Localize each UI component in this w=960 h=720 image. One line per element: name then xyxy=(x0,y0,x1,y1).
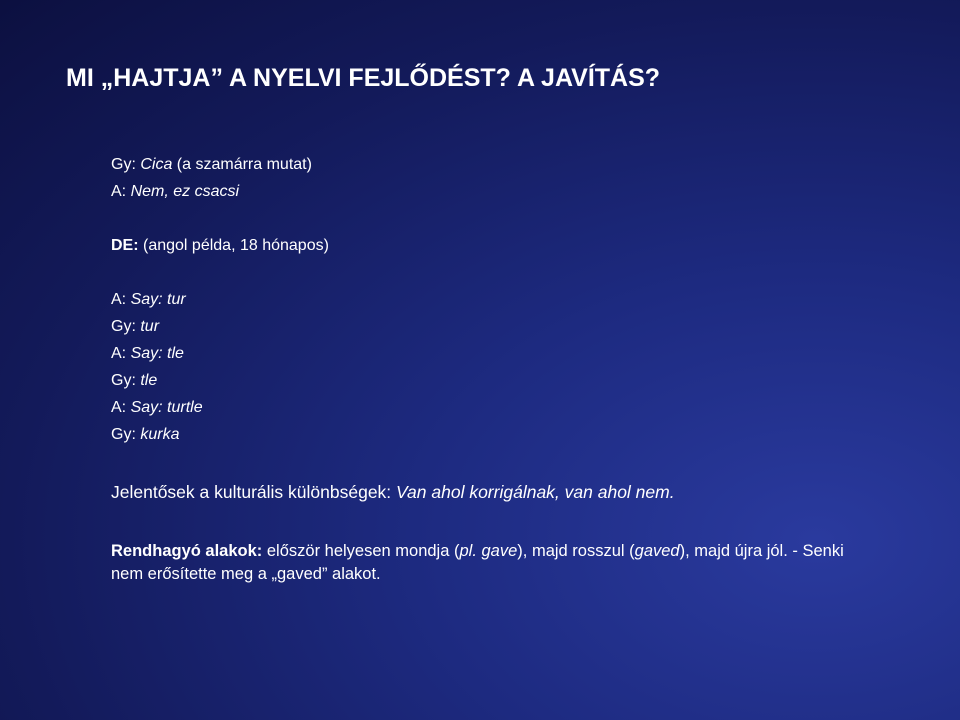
utterance: Say: turtle xyxy=(130,399,203,416)
dialogue-line xyxy=(111,367,203,394)
de-text: (angol példa, 18 hónapos) xyxy=(138,237,329,254)
dialogue-line xyxy=(111,286,203,313)
para2-text-1: először helyesen mondja ( xyxy=(262,542,460,560)
para2-italic-1: pl. gave xyxy=(459,542,518,560)
para2-label: Rendhagyó alakok: xyxy=(111,542,263,560)
slide-title: MI „HAJTJA” A NYELVI FEJLŐDÉST? A JAVÍTÁS? xyxy=(66,64,661,92)
utterance: tur xyxy=(140,318,160,335)
de-label: DE: xyxy=(111,237,139,254)
dialogue-example-cica xyxy=(111,151,312,205)
utterance: Cica xyxy=(140,156,173,173)
para2-italic-2: gaved xyxy=(634,542,680,560)
speaker-label: A: xyxy=(111,291,131,308)
speaker-label: A: xyxy=(111,399,131,416)
utterance: kurka xyxy=(140,426,180,443)
speaker-label: A: xyxy=(111,345,131,362)
para2-text-3: ), majd újra jól. - Senki nem erősítette meg a „gaved” alakot. xyxy=(111,542,844,583)
utterance: Nem, ez csacsi xyxy=(130,183,240,200)
dialogue-line xyxy=(111,151,312,178)
utterance: Say: tur xyxy=(130,291,186,308)
comment: (a szamárra mutat) xyxy=(172,156,312,173)
speaker-label: Gy: xyxy=(111,156,141,173)
dialogue-line xyxy=(111,313,203,340)
dialogue-example-turtle xyxy=(111,286,203,448)
para1-text: Jelentősek a kulturális különbségek: xyxy=(111,482,397,502)
dialogue-line xyxy=(111,394,203,421)
utterance: tle xyxy=(140,372,158,389)
speaker-label: Gy: xyxy=(111,372,141,389)
speaker-label: A: xyxy=(111,183,131,200)
speaker-label: Gy: xyxy=(111,318,141,335)
dialogue-line xyxy=(111,421,203,448)
dialogue-line xyxy=(111,178,312,205)
cultural-differences-paragraph xyxy=(111,480,871,504)
utterance: Say: tle xyxy=(130,345,184,362)
speaker-label: Gy: xyxy=(111,426,141,443)
irregular-forms-paragraph xyxy=(111,540,871,586)
para2-text-2: ), majd rosszul ( xyxy=(517,542,635,560)
english-example-heading xyxy=(111,232,329,259)
dialogue-line xyxy=(111,340,203,367)
para1-italic: Van ahol korrigálnak, van ahol nem. xyxy=(396,482,675,502)
